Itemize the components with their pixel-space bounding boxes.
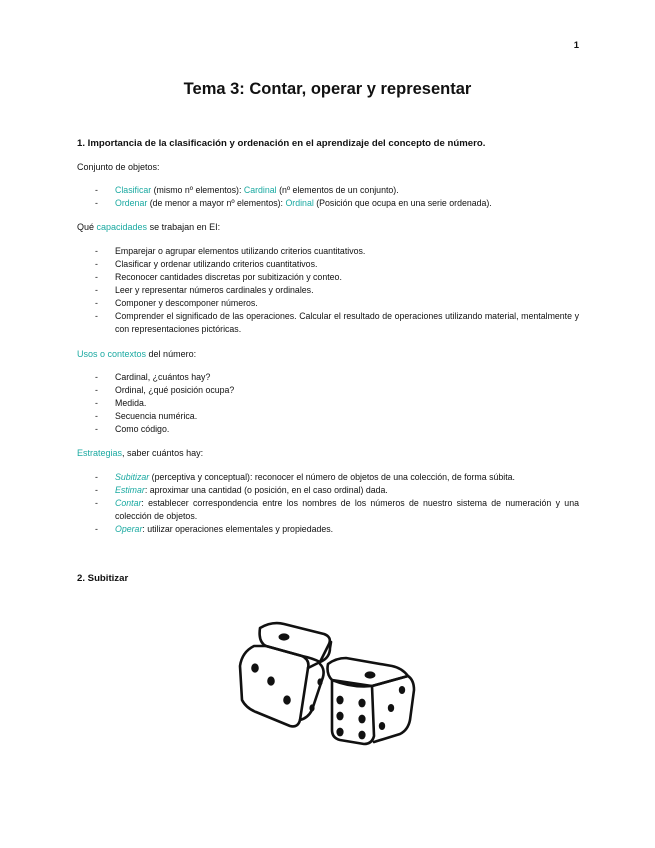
page-number: 1 [573,40,579,51]
list-item: - Contar: establecer correspondencia entre los nombres de los números de nuestro sistema de numeración y una colección de objetos. [95,497,579,523]
list-item: - Clasificar (mismo nº elementos): Cardinal (nº elementos de un conjunto). [95,184,579,197]
capacidades-list [95,245,579,336]
estrategias-label: Estrategias, saber cuántos hay: [77,448,204,458]
list-item: - Estimar: aproximar una cantidad (o posición, en el caso ordinal) dada. [95,484,579,497]
page-title: Tema 3: Contar, operar y representar [183,80,472,98]
list-item: - Ordinal, ¿qué posición ocupa? [95,384,579,397]
usos-list [95,371,579,436]
list-item: - Secuencia numérica. [95,410,579,423]
list-item: - Emparejar o agrupar elementos utilizando criterios cuantitativos. [95,245,579,258]
usos-label: Usos o contextos del número: [77,349,197,359]
list-item: - Cardinal, ¿cuántos hay? [95,371,579,384]
list-item: - Ordenar (de menor a mayor nº elementos): Ordinal (Posición que ocupa en una serie ordenada). [95,197,579,210]
capacidades-label: Qué capacidades se trabajan en EI: [77,222,221,232]
list-item: - Medida. [95,397,579,410]
list-item: - Clasificar y ordenar utilizando criterios cuantitativos. [95,258,579,271]
list-item: - Como código. [95,423,579,436]
estrategias-list [95,471,579,536]
list-item: - Reconocer cantidades discretas por subitización y conteo. [95,271,579,284]
list-item: - Subitizar (perceptiva y conceptual): reconocer el número de objetos de una colección, de forma súbita. [95,471,579,484]
list-item: - Comprender el significado de las operaciones. Calcular el resultado de operaciones utilizando material, mentalmente y con representaciones pictóricas. [95,310,579,336]
list-item: - Operar: utilizar operaciones elementales y propiedades. [95,523,579,536]
section-2-heading: 2. Subitizar [77,573,129,584]
conjunto-label: Conjunto de objetos: [77,162,160,172]
conjunto-list [95,184,579,210]
list-item: - Leer y representar números cardinales y ordinales. [95,284,579,297]
dice-icon [232,618,418,752]
list-item: - Componer y descomponer números. [95,297,579,310]
section-1-heading: 1. Importancia de la clasificación y ordenación en el aprendizaje del concepto de número. [77,138,486,149]
